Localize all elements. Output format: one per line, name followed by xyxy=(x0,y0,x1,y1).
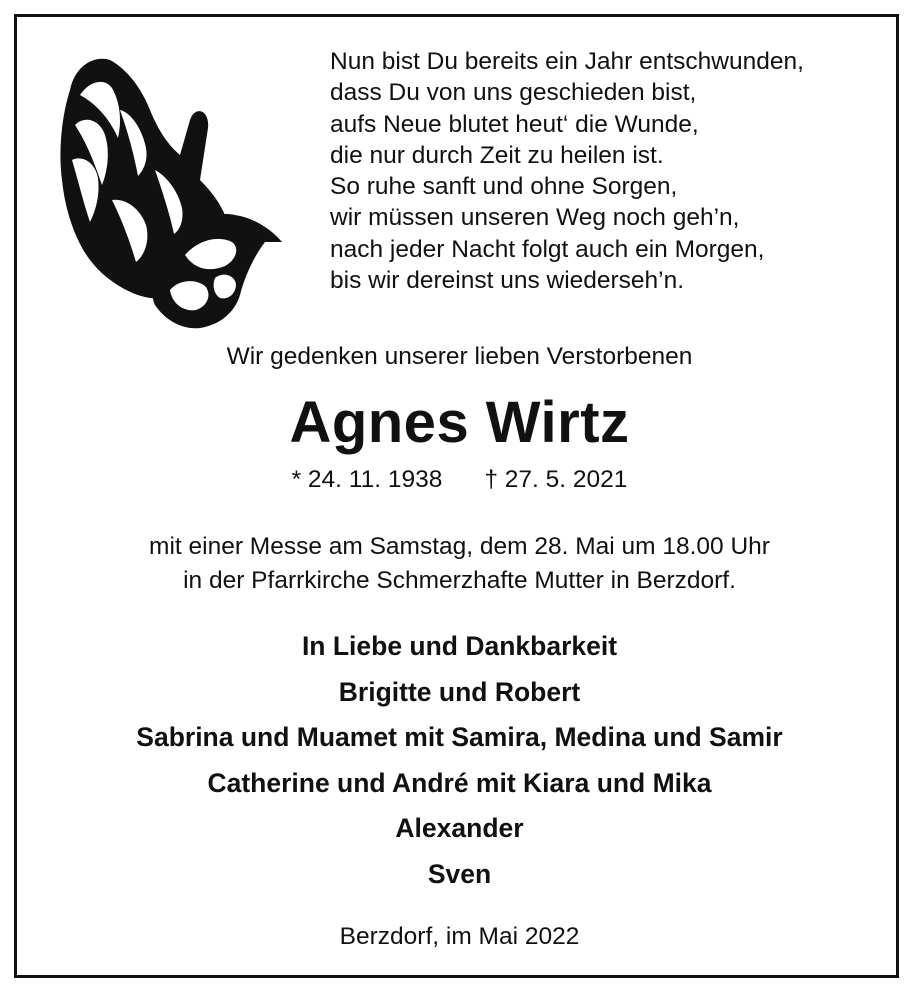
closing-phrase: In Liebe und Dankbarkeit xyxy=(301,631,618,661)
poem-line: Nun bist Du bereits ein Jahr entschwunden, xyxy=(330,48,804,75)
poem-line: bis wir dereinst uns wiederseh’n. xyxy=(330,267,685,295)
poem xyxy=(330,46,890,296)
family-line: Catherine und André mit Kiara und Mika xyxy=(207,767,712,798)
poem-line: So ruhe sanft und ohne Sorgen, xyxy=(330,173,678,201)
family-line: Brigitte und Robert xyxy=(338,676,581,707)
place-date: Berzdorf, im Mai 2022 xyxy=(339,923,580,950)
death-date: † 27. 5. 2021 xyxy=(484,466,628,493)
family-line: Sabrina und Muamet mit Samira, Medina und Samir xyxy=(136,722,783,752)
poem-line: nach jeder Nacht folgt auch ein Morgen, xyxy=(330,235,765,263)
poem-line: wir müssen unseren Weg noch geh’n, xyxy=(330,204,740,232)
poem-line: die nur durch Zeit zu heilen ist. xyxy=(330,141,664,169)
deceased-name: Agnes Wirtz xyxy=(289,390,630,455)
life-dates xyxy=(17,463,902,497)
service-line: in der Pfarrkirche Schmerzhafte Mutter in Berzdorf. xyxy=(183,567,736,594)
family-line: Alexander xyxy=(395,813,524,843)
praying-hands-icon xyxy=(50,50,285,335)
family-line: Sven xyxy=(427,858,492,889)
poem-line: dass Du von uns geschieden bist, xyxy=(330,79,697,107)
poem-line: aufs Neue blutet heut‘ die Wunde, xyxy=(330,110,699,138)
service-line: mit einer Messe am Samstag, dem 28. Mai um 18.00 Uhr xyxy=(149,533,770,560)
intro-text: Wir gedenken unserer lieben Verstorbenen xyxy=(226,343,693,370)
family-signatures xyxy=(17,624,902,897)
service-info xyxy=(17,530,902,598)
birth-date: * 24. 11. 1938 xyxy=(291,466,443,493)
